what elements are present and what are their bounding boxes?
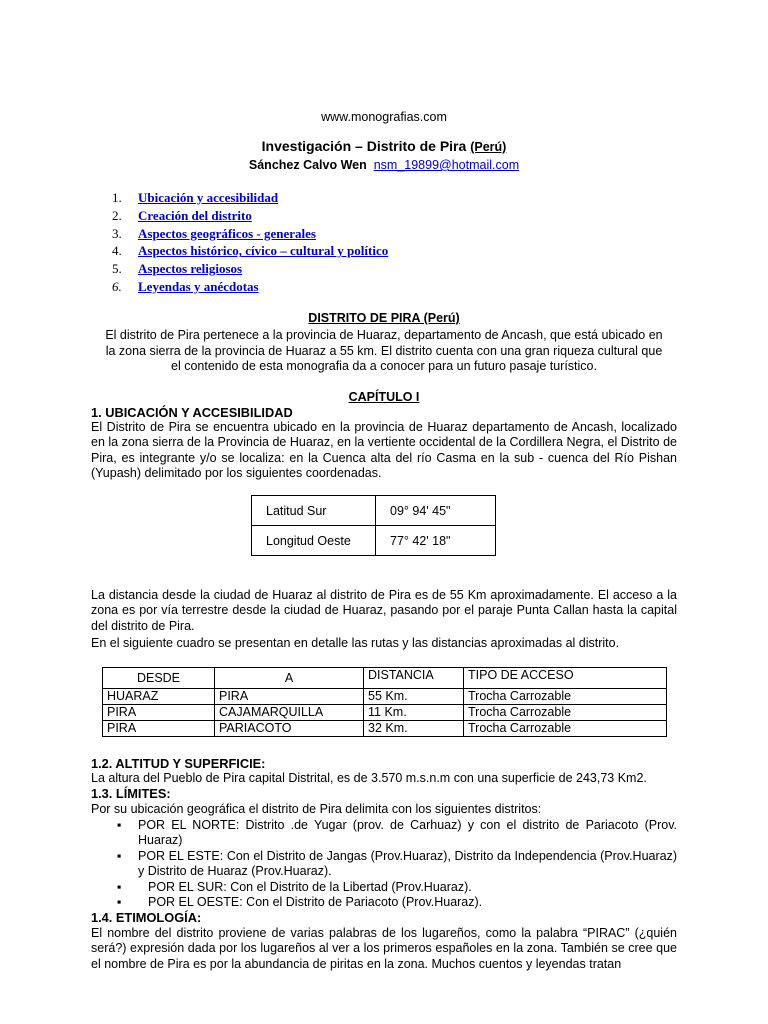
toc-item xyxy=(112,279,388,297)
intro-heading: DISTRITO DE PIRA (Perú) xyxy=(308,311,460,325)
table-cell: 32 Km. xyxy=(364,721,464,737)
toc-item xyxy=(112,261,388,279)
table-cell: PIRA xyxy=(215,689,364,705)
routes-table xyxy=(102,667,667,737)
doc-title xyxy=(0,138,768,154)
toc-number: 3. xyxy=(112,225,122,241)
table-of-contents xyxy=(112,190,388,297)
table-cell: CAJAMARQUILLA xyxy=(215,705,364,721)
table-header-row xyxy=(103,668,667,689)
limit-item: POR EL NORTE: Distrito .de Yugar (prov. de Carhuaz) y con el distrito de Pariacoto (Prov. Huaraz) xyxy=(138,818,677,848)
table-cell: Trocha Carrozable xyxy=(464,705,667,721)
section-heading: 1.4. ETIMOLOGÍA: xyxy=(91,910,202,925)
table-row xyxy=(103,721,667,737)
bullet-icon: ▪ xyxy=(117,880,122,894)
intro-line: el contenido de esta monografia da a conocer para un futuro pasaje turístico. xyxy=(171,359,597,373)
table-cell: PARIACOTO xyxy=(215,721,364,737)
toc-item xyxy=(112,226,388,244)
toc-link-ubicacion[interactable]: Ubicación y accesibilidad xyxy=(138,190,279,205)
toc-item xyxy=(112,208,388,226)
bullet-icon: ▪ xyxy=(117,849,122,863)
toc-number: 5. xyxy=(112,261,122,277)
bullet-icon: ▪ xyxy=(117,895,122,909)
section-text: Por su ubicación geográfica el distrito de Pira delimita con los siguientes distritos: xyxy=(91,802,542,816)
table-cell: Trocha Carrozable xyxy=(464,689,667,705)
author-email-link[interactable]: nsm_19899@hotmail.com xyxy=(373,158,520,172)
table-cell: HUARAZ xyxy=(103,689,215,705)
toc-item xyxy=(112,243,388,261)
coord-value: 09° 94' 45" xyxy=(376,496,496,526)
coord-value: 77° 42' 18" xyxy=(376,526,496,556)
toc-number: 4. xyxy=(112,243,122,259)
site-header: www.monografias.com xyxy=(321,110,447,124)
table-cell: 11 Km. xyxy=(364,705,464,721)
section-heading: 1.2. ALTITUD Y SUPERFICIE: xyxy=(91,756,266,771)
access-text: La distancia desde la ciudad de Huaraz al distrito de Pira es de 55 Km aproximadamente. El acceso a la zona es por vía terrestre desde la ciudad de Huaraz, pasando por el paraje Punta Callan hasta la capital del distrito de Pira. xyxy=(91,588,677,633)
routes-intro: En el siguiente cuadro se presentan en detalle las rutas y las distancias aproximadas al distrito. xyxy=(91,636,620,650)
bullet-icon: ▪ xyxy=(117,818,122,832)
intro-line: El distrito de Pira pertenece a la provincia de Huaraz, departamento de Ancash, que está ubicado en xyxy=(105,328,663,342)
chapter-title: CAPÍTULO I xyxy=(348,390,420,404)
header-cell: DISTANCIA xyxy=(364,668,464,689)
toc-item xyxy=(112,190,388,208)
limit-item: POR EL ESTE: Con el Distrito de Jangas (Prov.Huaraz), Distrito da Independencia (Prov.Huaraz) y Distrito de Huaraz (Prov.Huaraz). xyxy=(138,849,677,879)
header-cell: DESDE xyxy=(103,668,215,689)
section-text: El nombre del distrito proviene de varias palabras de los lugareños, como la palabra “PIRAC” (¿quién será?) expresión dada por los lugareños al ver a los primeros españoles en la zona. También se cree que el nombre de Pira es por la abundancia de piritas en la zona. Muchos cuentos y leyendas tratan xyxy=(91,926,677,971)
toc-link-leyendas[interactable]: Leyendas y anécdotas xyxy=(138,278,259,294)
section-text: El Distrito de Pira se encuentra ubicado en la provincia de Huaraz departamento de Ancash, localizado en la zona sierra de la Provincia de Huaraz, en la vertiente occidental de la Cordillera Negra, el Distrito de Pira, es integrante y/o se localiza: en la Cuenca alta del río Casma en la sub - cuenca del Río Pishan (Yupash) delimitado por los siguientes coordenadas. xyxy=(91,420,677,481)
header-cell: A xyxy=(215,668,364,689)
toc-link-creacion[interactable]: Creación del distrito xyxy=(138,207,252,223)
table-row xyxy=(103,689,667,705)
table-row xyxy=(103,705,667,721)
limit-item: POR EL OESTE: Con el Distrito de Pariacoto (Prov.Huaraz). xyxy=(148,895,483,909)
limit-item: POR EL SUR: Con el Distrito de la Libertad (Prov.Huaraz). xyxy=(148,880,472,894)
table-cell: 55 Km. xyxy=(364,689,464,705)
table-row xyxy=(252,526,496,556)
toc-number: 2. xyxy=(112,207,122,223)
table-cell: PIRA xyxy=(103,721,215,737)
coord-label: Latitud Sur xyxy=(252,496,376,526)
section-heading: 1. UBICACIÓN Y ACCESIBILIDAD xyxy=(91,405,293,420)
author-line xyxy=(0,158,768,172)
coordinates-table xyxy=(251,495,496,556)
toc-number: 6. xyxy=(112,278,122,294)
author-name: Sánchez Calvo Wen xyxy=(248,158,367,172)
section-text: La altura del Pueblo de Pira capital Distrital, es de 3.570 m.s.n.m con una superficie de 243,73 Km2. xyxy=(91,771,647,785)
table-cell: PIRA xyxy=(103,705,215,721)
doc-title-suffix: (Perú) xyxy=(470,140,507,154)
toc-link-historico[interactable]: Aspectos histórico, cívico – cultural y político xyxy=(138,243,389,259)
intro-line: la zona sierra de la provincia de Huaraz a 55 km. El distrito cuenta con una gran riqueza cultural que xyxy=(105,344,663,358)
header-cell: TIPO DE ACCESO xyxy=(464,668,667,689)
toc-number: 1. xyxy=(112,190,122,205)
toc-link-religiosos[interactable]: Aspectos religiosos xyxy=(138,261,243,277)
table-row xyxy=(252,496,496,526)
coord-label: Longitud Oeste xyxy=(252,526,376,556)
section-heading: 1.3. LÍMITES: xyxy=(91,786,171,801)
doc-title-text: Investigación – Distrito de Pira xyxy=(261,138,467,154)
table-cell: Trocha Carrozable xyxy=(464,721,667,737)
toc-link-geograficos[interactable]: Aspectos geográficos - generales xyxy=(138,225,316,241)
